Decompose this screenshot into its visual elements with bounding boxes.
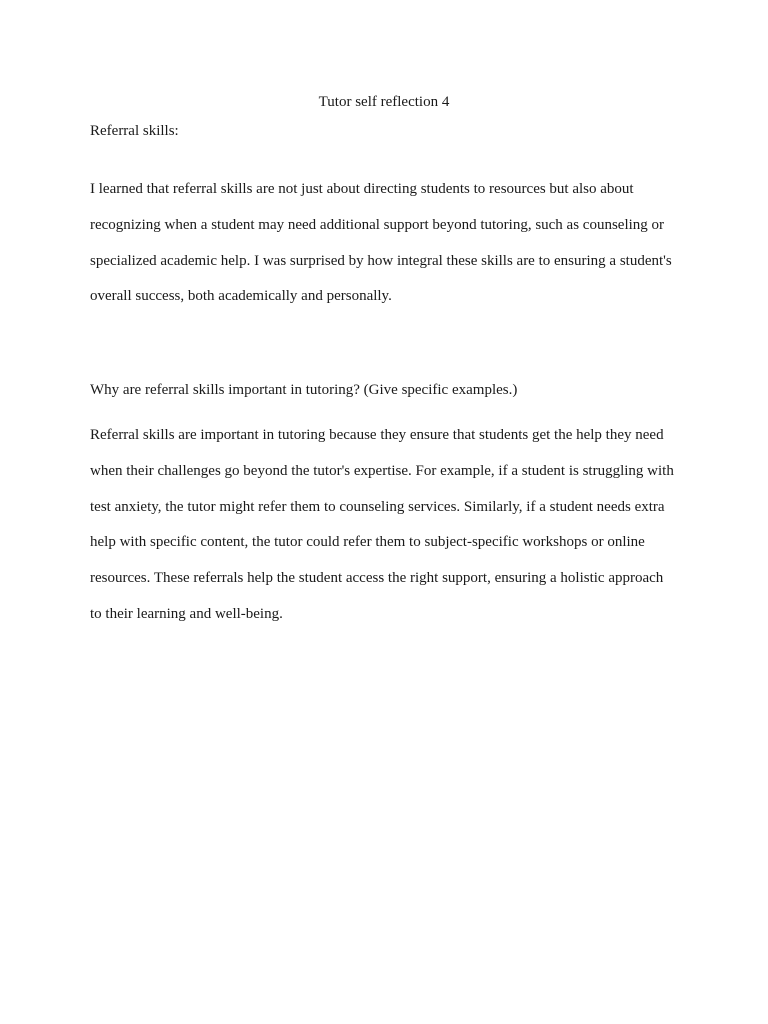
paragraph-line: Referral skills are important in tutoring because they ensure that students get the help they need — [90, 427, 664, 443]
paragraph-line: recognizing when a student may need additional support beyond tutoring, such as counseling or — [90, 216, 665, 233]
paragraph-line: to their learning and well-being. — [90, 605, 283, 622]
paragraph-line: test anxiety, the tutor might refer them to counseling services. Similarly, if a student needs extra — [90, 498, 665, 515]
question-heading: Why are referral skills important in tutoring? (Give specific examples.) — [90, 382, 518, 398]
paragraph-line: I learned that referral skills are not just about directing students to resources but also about — [90, 181, 634, 197]
answer-paragraph — [90, 418, 686, 633]
paragraph-line: resources. These referrals help the student access the right support, ensuring a holistic approach — [90, 570, 664, 587]
paragraph-line: help with specific content, the tutor could refer them to subject-specific workshops or online — [90, 534, 645, 551]
reflection-paragraph — [90, 172, 686, 315]
paragraph-line: overall success, both academically and personally. — [90, 288, 392, 305]
paragraph-line: specialized academic help. I was surprised by how integral these skills are to ensuring a student's — [90, 252, 672, 269]
document-title: Tutor self reflection 4 — [318, 94, 450, 110]
section-label: Referral skills: — [90, 123, 179, 139]
paragraph-line: when their challenges go beyond the tutor's expertise. For example, if a student is struggling with — [90, 462, 674, 479]
